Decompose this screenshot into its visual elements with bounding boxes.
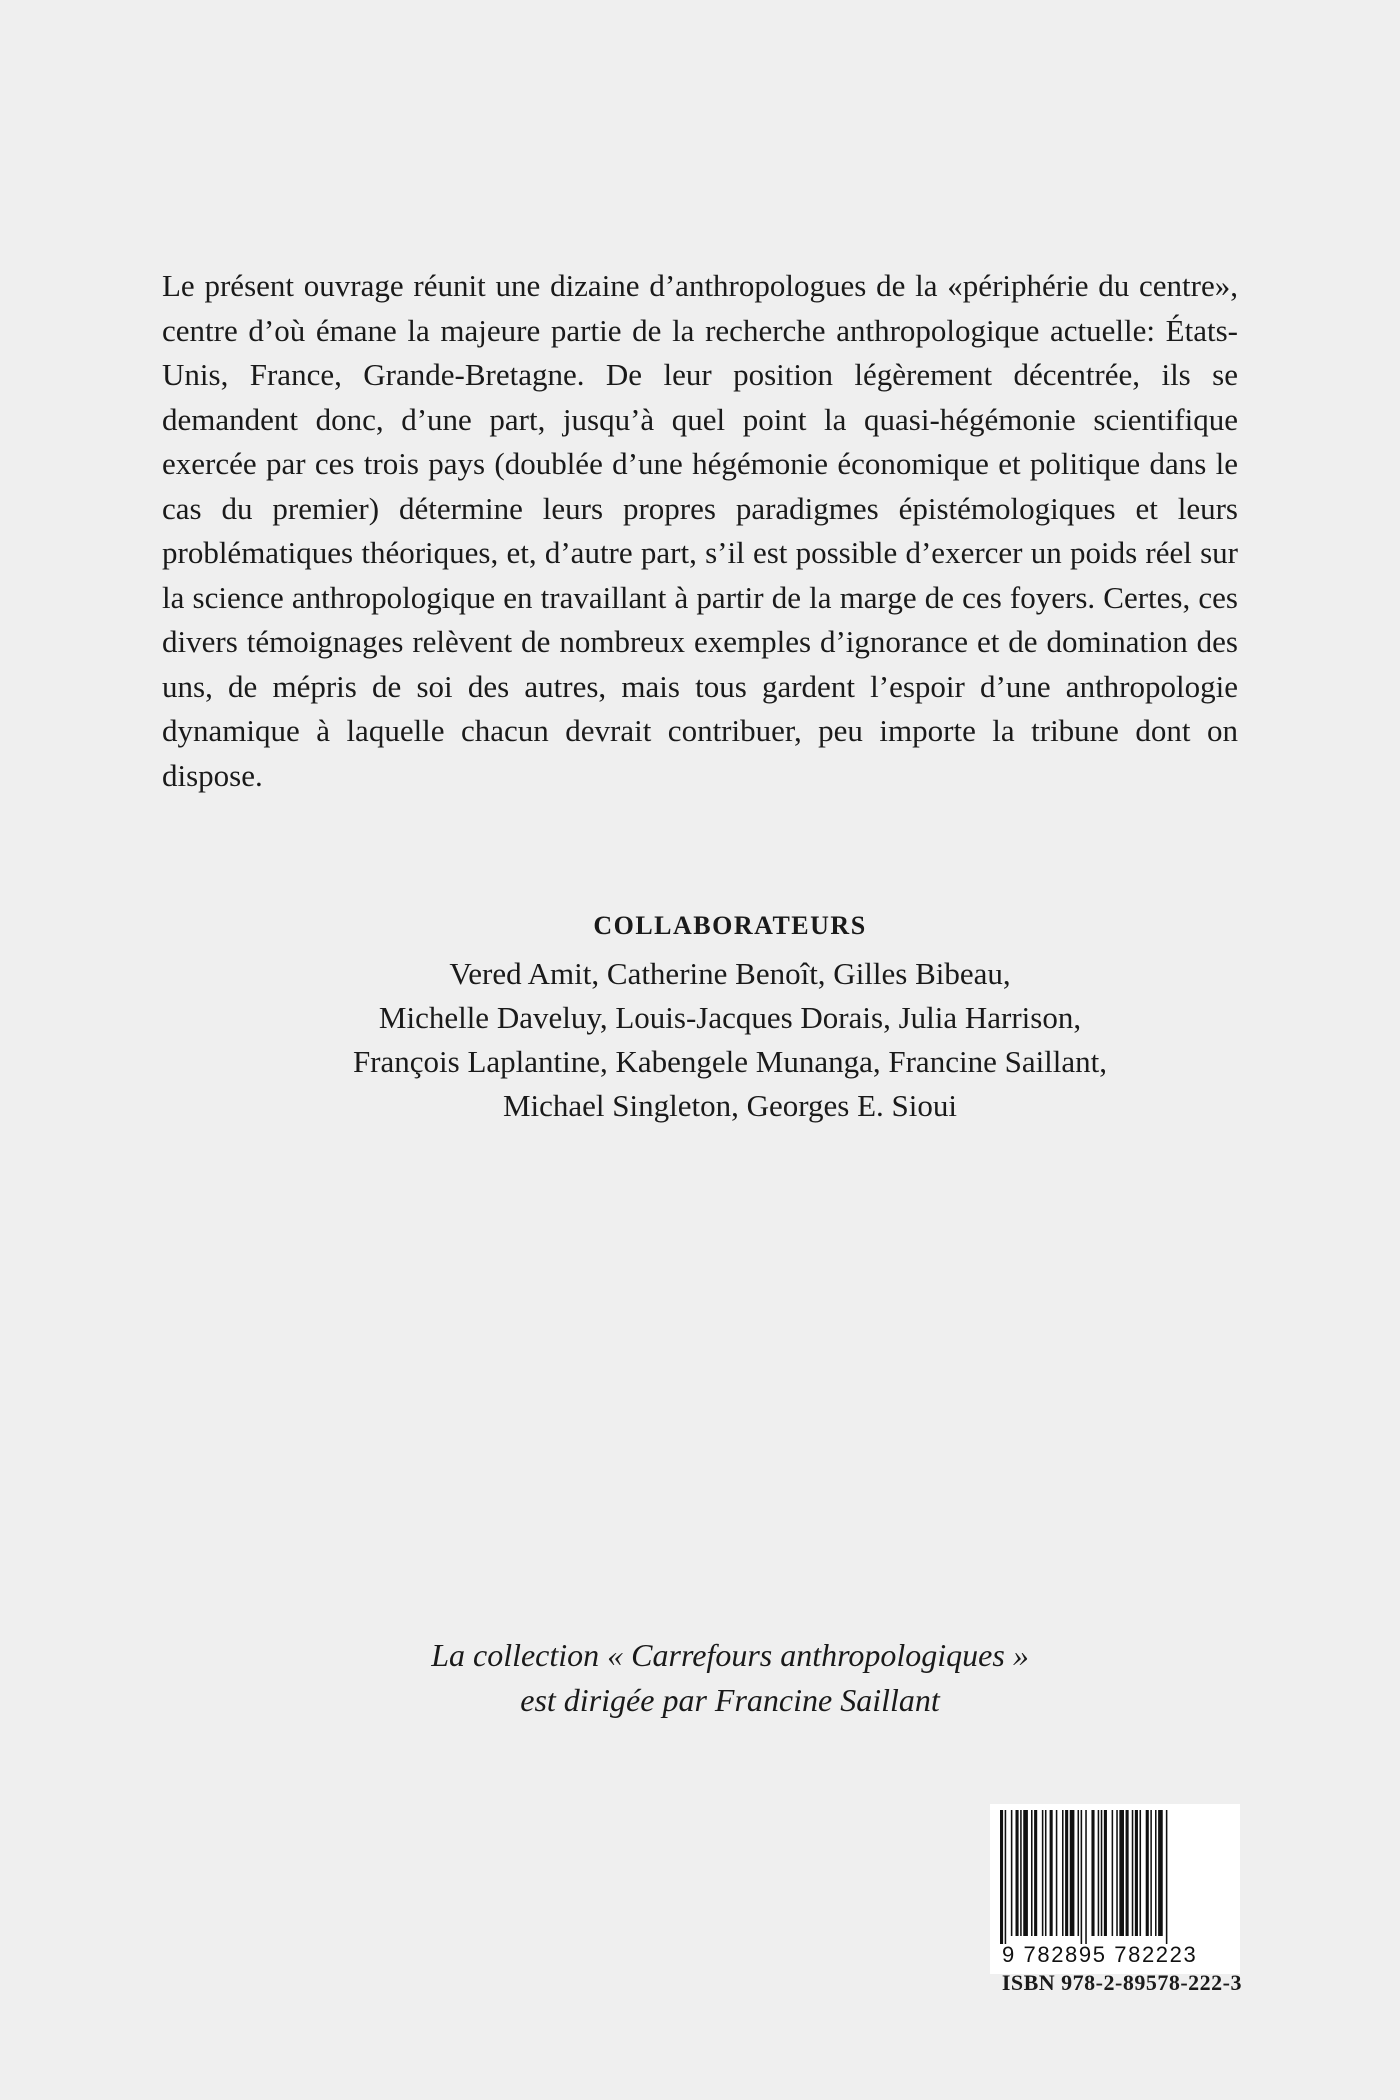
collaborators-line: François Laplantine, Kabengele Munanga, Francine Saillant, bbox=[352, 1044, 1108, 1079]
barcode-digits: 9 782895 782223 bbox=[1002, 1942, 1198, 1967]
collaborators-list bbox=[200, 952, 1260, 1128]
blurb-paragraph: Le présent ouvrage réunit une dizaine d’anthropologues de la «périphérie du centre», centre d’où émane la majeure partie de la recherche anthropologique actuelle: États-Unis, France, Grande-Bretagne. De leur position légèrement décentrée, ils se demandent donc, d’une part, jusqu’à quel point la quasi-hégémonie scientifique exercée par ces trois pays (doublée d’une hégémonie économique et politique dans le cas du premier) détermine leurs propres paradigmes épistémologiques et leurs problématiques théoriques, et, d’autre part, s’il est possible d’exercer un poids réel sur la science anthropologique en travaillant à partir de la marge de ces foyers. Certes, ces divers témoignages relèvent de nombreux exemples d’ignorance et de domination des uns, de mépris de soi des autres, mais tous gardent l’espoir d’une anthropologie dynamique à laquelle chacun devrait contribuer, peu importe la tribune dont on dispose. bbox=[162, 268, 1238, 793]
barcode bbox=[990, 1804, 1240, 1974]
collaborators-line: Vered Amit, Catherine Benoît, Gilles Bibeau, bbox=[449, 956, 1011, 991]
series-line-1: La collection « Carrefours anthropologiques » bbox=[431, 1637, 1029, 1673]
collaborators-heading: COLLABORATEURS bbox=[593, 911, 867, 940]
isbn-number: ISBN 978-2-89578-222-3 bbox=[1001, 1970, 1242, 1995]
series-line-2: est dirigée par Francine Saillant bbox=[520, 1682, 940, 1718]
collaborators-line: Michael Singleton, Georges E. Sioui bbox=[502, 1088, 958, 1123]
collaborators-line: Michelle Daveluy, Louis-Jacques Dorais, Julia Harrison, bbox=[378, 1000, 1082, 1035]
series-note bbox=[200, 1633, 1260, 1723]
collaborators-section bbox=[200, 906, 1260, 1128]
